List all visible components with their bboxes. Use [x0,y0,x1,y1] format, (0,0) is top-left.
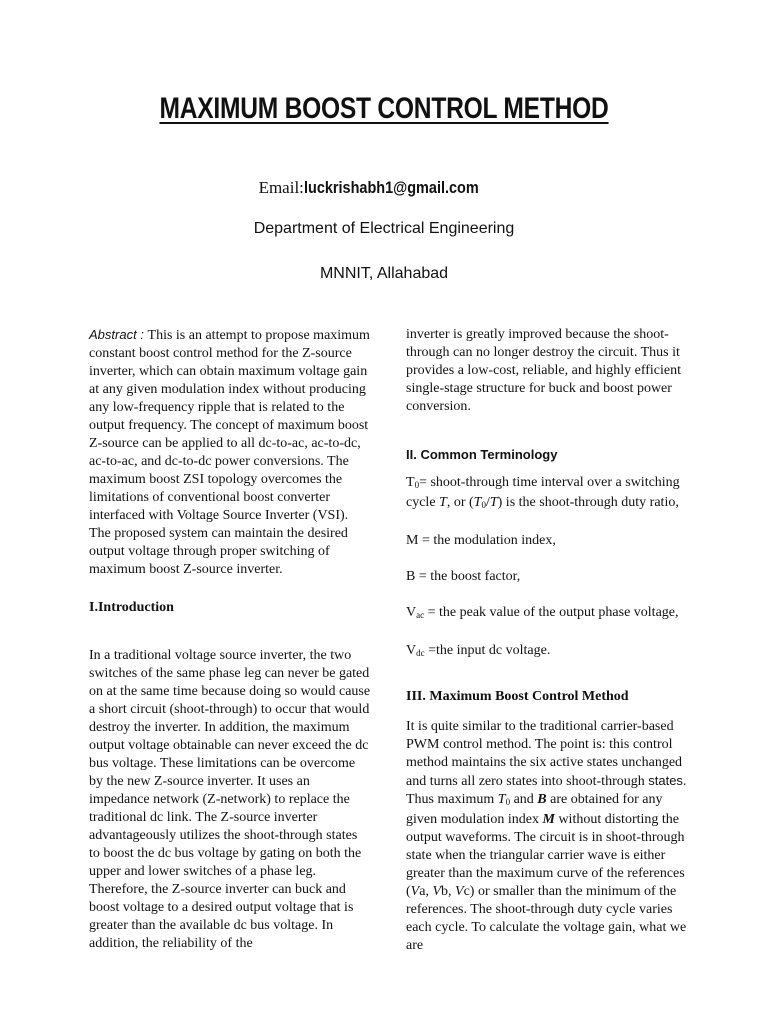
abstract-label: Abstract [89,327,137,342]
t0-subscript: 0 [414,480,420,490]
s3-vc-subscript: c [463,884,470,899]
section3-title: . Maximum Boost Control Method [422,689,629,704]
introduction-title: Introduction [97,600,174,615]
vdc-text: =the input dc voltage. [424,643,551,658]
s3-va-symbol: V [410,884,420,899]
definition-vdc [406,642,691,662]
s3-va-subscript: a [419,884,426,899]
s3-text1: It is quite similar to the traditional carrier-based PWM control method. The point is: this control method maintains the six active states unchanged and turns all zero states into shoot-through [406,719,683,789]
vac-symbol: V [406,605,417,620]
t0-symbol: T [406,475,415,490]
s3-t0-subscript: 0 [505,797,511,807]
department: Department of Electrical Engineering [253,220,515,237]
vac-subscript: ac [416,610,425,620]
left-column [89,326,371,953]
s3-text4: are obtained for any given modulation index [406,792,663,827]
definition-b: B = the boost factor, [406,569,521,584]
paper-title-text: MAXIMUM BOOST CONTROL METHOD [159,92,609,125]
ratio-slash: / [485,495,490,510]
email-label: Email: [258,178,304,197]
s3-text3: and [510,792,538,807]
definition-t0 [406,474,691,514]
t0-text1: = shoot-through time interval over a switching cycle [406,475,680,510]
ratio-t0-subscript: 0 [481,500,486,510]
definition-vac [406,604,691,624]
introduction-heading [89,599,371,617]
institute: MNNIT, Allahabad [319,265,449,282]
email-address: luckrishabh1@gmail.com [303,178,479,197]
abstract-separator: : [136,327,148,342]
s3-text5: without distorting the output waveforms. The circuit is in shoot-through state when the triangular carrier wave is either greater than the maximum curve of the references ( [406,812,685,899]
section3-heading [406,688,691,706]
s3-b-symbol: B [537,792,547,807]
s3-vc-symbol: V [455,884,464,899]
vdc-symbol: V [406,643,417,658]
ratio-T: T [489,495,498,510]
s3-text6: ) or smaller than the minimum of the references. The shoot-through duty cycle varies each cycle. To calculate the voltage gain, what we are [406,884,687,953]
s3-m-symbol: M [542,812,555,827]
terminology-heading [406,446,691,464]
terminology-number: II [406,447,414,462]
vac-text: = the peak value of the output phase voltage, [424,605,679,620]
introduction-continuation: inverter is greatly improved because the shoot-through can no longer destroy the circuit. Thus it provides a low-cost, reliable, and highly efficient single-stage structure for buck and boost power conversion. [406,327,681,414]
abstract-text: This is an attempt to propose maximum constant boost control method for the Z-source inverter, which can obtain maximum voltage gain at any given modulation index without producing any low-frequency ripple that is related to the output frequency. The concept of maximum boost Z-source can be applied to all dc-to-ac, ac-to-dc, ac-to-ac, and dc-to-dc power conversions. The maximum boost ZSI topology overcomes the limitations of conventional boost converter interfaced with Voltage Source Inverter (VSI). The proposed system can maintain the desired output voltage through proper switching of maximum boost Z-source inverter. [89,328,370,577]
paper-title [69,92,699,126]
s3-vb-subscript: b [441,884,449,899]
section3-paragraph [406,718,691,955]
s3-states-word: states [648,773,683,788]
s3-comma1: , [425,884,433,899]
s3-t0-symbol: T [497,792,506,807]
introduction-paragraph: In a traditional voltage source inverter, the two switches of the same phase leg can never be gated on at the same time because doing so would cause a short circuit (shoot-through) to occur that would destroy the inverter. In addition, the maximum output voltage obtainable can never exceed the dc bus voltage. These limitations can be overcome by the new Z-source inverter. It uses an impedance network (Z-network) to replace the traditional dc link. The Z-source inverter advantageously utilizes the shoot-through states to boost the dc bus voltage by gating on both the upper and lower switches of a phase leg. Therefore, the Z-source inverter can buck and boost voltage to a desired output voltage that is greater than the available dc bus voltage. In addition, the reliability of the [89,648,371,951]
introduction-number: I. [89,600,98,615]
abstract-paragraph [89,326,371,579]
ratio-t0: T [473,495,482,510]
terminology-title: . Common Terminology [413,447,558,462]
section3-number: III [406,689,423,704]
t0-text3: ) is the shoot-through duty ratio, [497,495,679,510]
t0-text2: , or ( [446,495,474,510]
s3-comma2: , [448,884,456,899]
vdc-subscript: dc [416,648,425,658]
definition-m: M = the modulation index, [406,533,556,548]
author-email [0,178,768,198]
right-column [406,326,691,955]
s3-vb-symbol: V [432,884,442,899]
T-symbol: T [439,495,447,510]
s3-text2: . Thus maximum [406,774,687,807]
